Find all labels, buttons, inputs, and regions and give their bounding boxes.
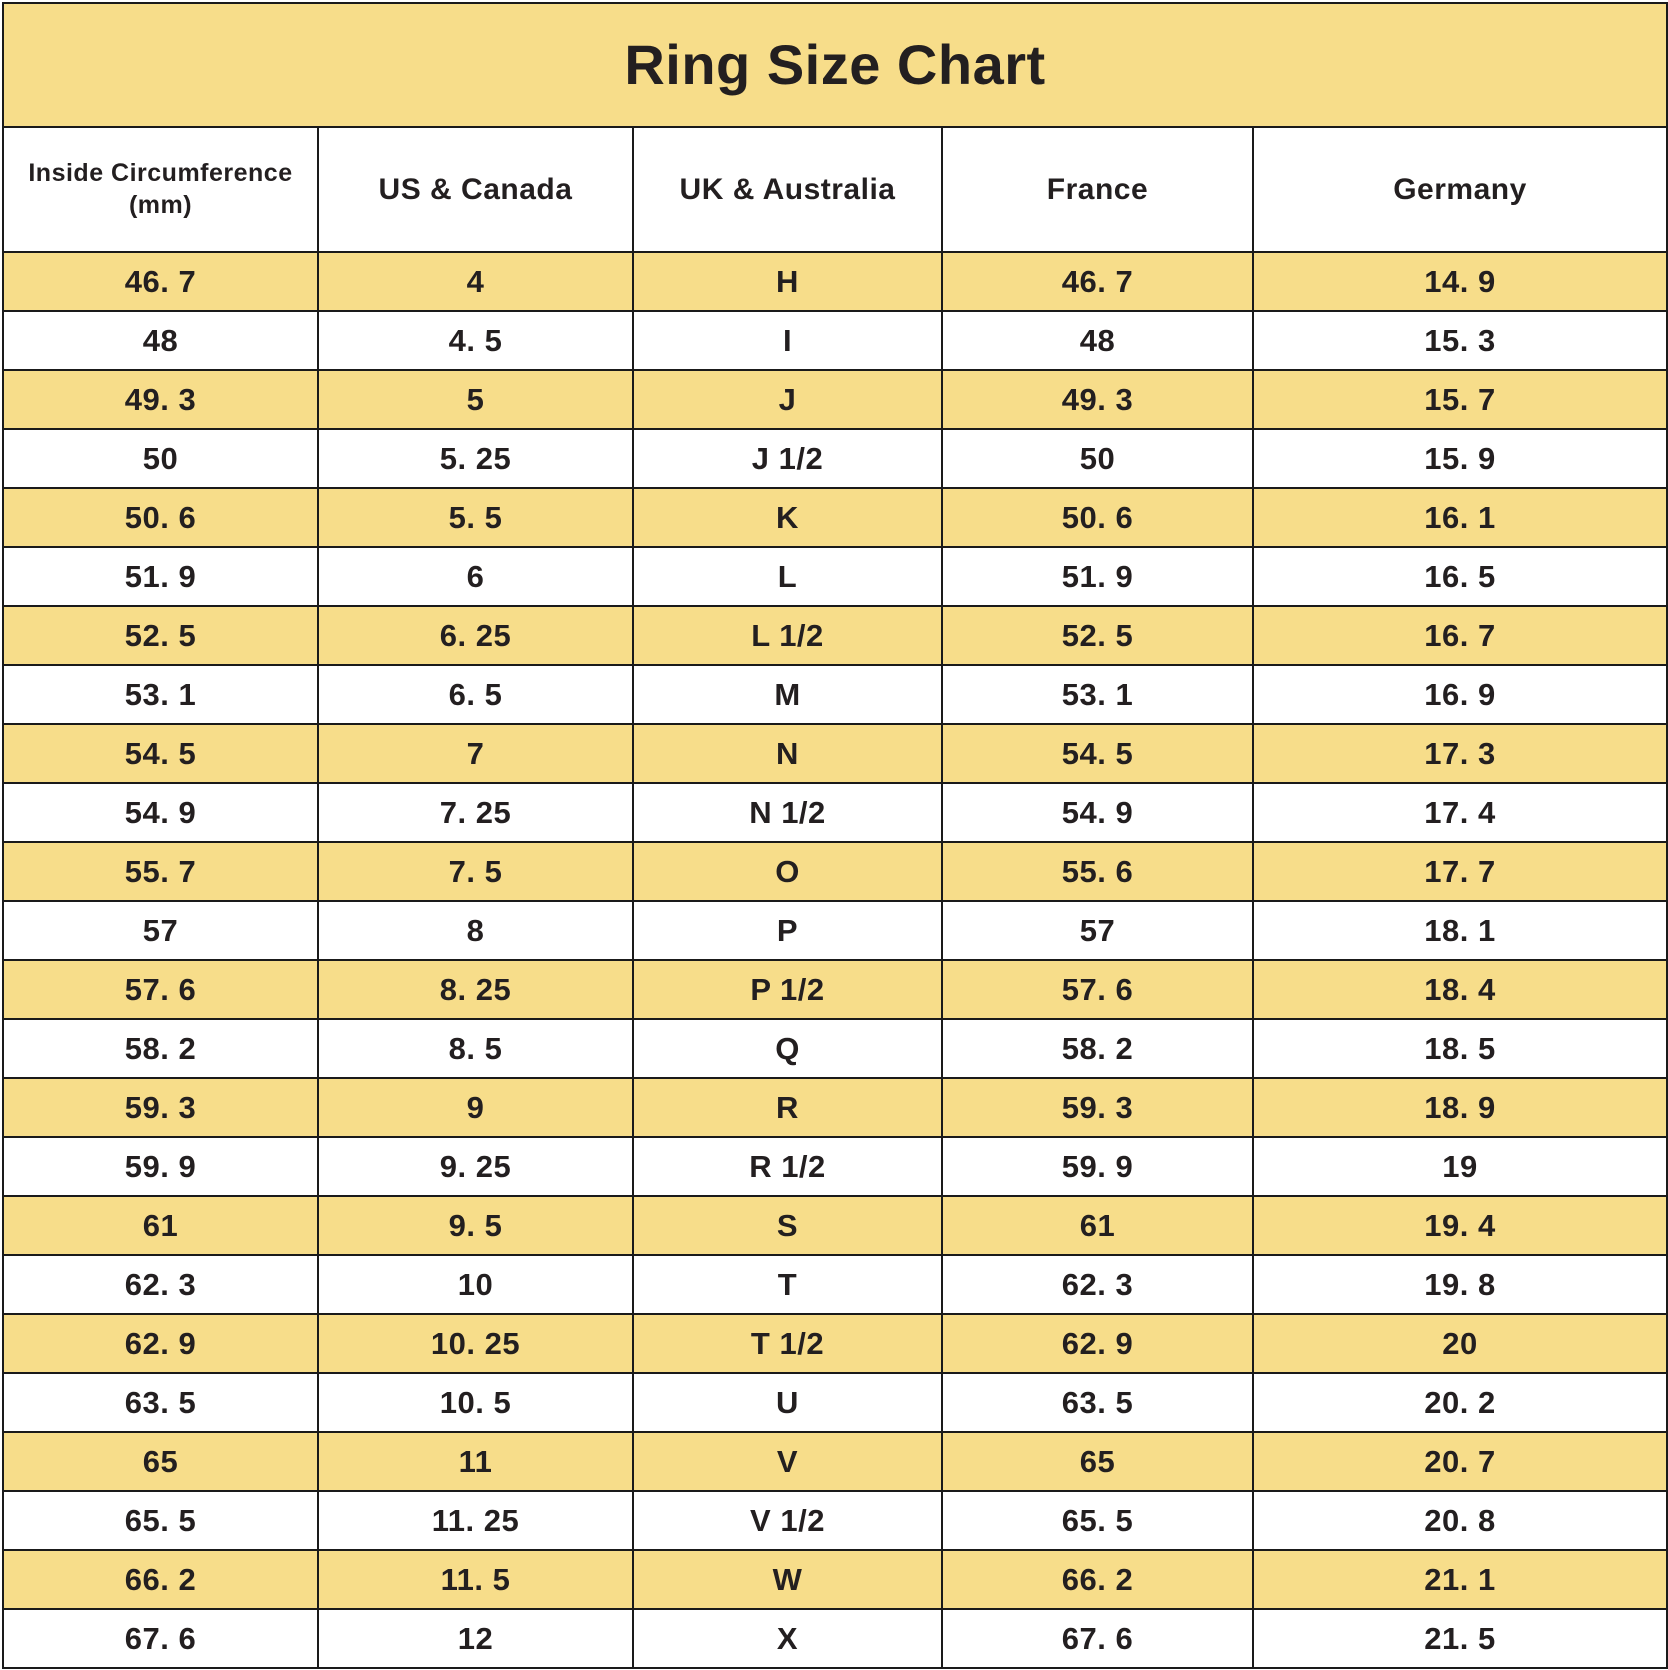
title-row — [3, 3, 1667, 127]
cell-uk-australia: R — [633, 1078, 942, 1137]
cell-uk-australia: N 1/2 — [633, 783, 942, 842]
cell-france: 54. 9 — [942, 783, 1253, 842]
cell-circumference: 61 — [3, 1196, 318, 1255]
cell-germany: 16. 7 — [1253, 606, 1667, 665]
cell-france: 65 — [942, 1432, 1253, 1491]
column-header-us-canada: US & Canada — [318, 127, 633, 252]
cell-france: 46. 7 — [942, 252, 1253, 311]
cell-circumference: 65. 5 — [3, 1491, 318, 1550]
table-row — [3, 1432, 1667, 1491]
cell-circumference: 62. 3 — [3, 1255, 318, 1314]
cell-germany: 19. 8 — [1253, 1255, 1667, 1314]
cell-france: 50. 6 — [942, 488, 1253, 547]
cell-germany: 16. 1 — [1253, 488, 1667, 547]
cell-us-canada: 7. 25 — [318, 783, 633, 842]
cell-france: 66. 2 — [942, 1550, 1253, 1609]
cell-us-canada: 4. 5 — [318, 311, 633, 370]
cell-circumference: 46. 7 — [3, 252, 318, 311]
cell-france: 59. 9 — [942, 1137, 1253, 1196]
cell-france: 57. 6 — [942, 960, 1253, 1019]
cell-uk-australia: O — [633, 842, 942, 901]
cell-uk-australia: R 1/2 — [633, 1137, 942, 1196]
column-header-uk-australia: UK & Australia — [633, 127, 942, 252]
column-header-france: France — [942, 127, 1253, 252]
cell-france: 58. 2 — [942, 1019, 1253, 1078]
cell-germany: 17. 7 — [1253, 842, 1667, 901]
cell-us-canada: 10. 5 — [318, 1373, 633, 1432]
cell-us-canada: 8 — [318, 901, 633, 960]
cell-circumference: 59. 3 — [3, 1078, 318, 1137]
cell-uk-australia: Q — [633, 1019, 942, 1078]
cell-uk-australia: L 1/2 — [633, 606, 942, 665]
cell-circumference: 54. 9 — [3, 783, 318, 842]
cell-germany: 15. 7 — [1253, 370, 1667, 429]
cell-france: 65. 5 — [942, 1491, 1253, 1550]
cell-circumference: 49. 3 — [3, 370, 318, 429]
table-row — [3, 252, 1667, 311]
cell-circumference: 50. 6 — [3, 488, 318, 547]
table-row — [3, 547, 1667, 606]
cell-france: 57 — [942, 901, 1253, 960]
cell-germany: 20. 7 — [1253, 1432, 1667, 1491]
cell-us-canada: 9. 25 — [318, 1137, 633, 1196]
table-row — [3, 1196, 1667, 1255]
cell-circumference: 51. 9 — [3, 547, 318, 606]
cell-us-canada: 12 — [318, 1609, 633, 1668]
cell-circumference: 58. 2 — [3, 1019, 318, 1078]
table-row — [3, 311, 1667, 370]
cell-uk-australia: M — [633, 665, 942, 724]
cell-circumference: 62. 9 — [3, 1314, 318, 1373]
table-row — [3, 724, 1667, 783]
cell-circumference: 53. 1 — [3, 665, 318, 724]
table-row — [3, 606, 1667, 665]
cell-circumference: 57. 6 — [3, 960, 318, 1019]
table-row — [3, 665, 1667, 724]
cell-germany: 19. 4 — [1253, 1196, 1667, 1255]
cell-circumference: 65 — [3, 1432, 318, 1491]
cell-circumference: 52. 5 — [3, 606, 318, 665]
cell-circumference: 48 — [3, 311, 318, 370]
table-row — [3, 1078, 1667, 1137]
column-header-inside-circumference: Inside Circumference (mm) — [3, 127, 318, 252]
cell-uk-australia: U — [633, 1373, 942, 1432]
table-row — [3, 901, 1667, 960]
cell-us-canada: 6. 5 — [318, 665, 633, 724]
cell-uk-australia: P — [633, 901, 942, 960]
cell-france: 62. 9 — [942, 1314, 1253, 1373]
cell-france: 67. 6 — [942, 1609, 1253, 1668]
header-row — [3, 127, 1667, 252]
cell-germany: 14. 9 — [1253, 252, 1667, 311]
cell-france: 62. 3 — [942, 1255, 1253, 1314]
table-row — [3, 960, 1667, 1019]
table-row — [3, 429, 1667, 488]
table-row — [3, 370, 1667, 429]
cell-germany: 15. 9 — [1253, 429, 1667, 488]
cell-uk-australia: I — [633, 311, 942, 370]
cell-france: 59. 3 — [942, 1078, 1253, 1137]
cell-germany: 18. 5 — [1253, 1019, 1667, 1078]
cell-france: 55. 6 — [942, 842, 1253, 901]
cell-circumference: 63. 5 — [3, 1373, 318, 1432]
cell-germany: 17. 3 — [1253, 724, 1667, 783]
cell-germany: 20 — [1253, 1314, 1667, 1373]
cell-france: 61 — [942, 1196, 1253, 1255]
cell-uk-australia: J 1/2 — [633, 429, 942, 488]
cell-us-canada: 8. 5 — [318, 1019, 633, 1078]
cell-circumference: 66. 2 — [3, 1550, 318, 1609]
cell-us-canada: 7 — [318, 724, 633, 783]
cell-france: 54. 5 — [942, 724, 1253, 783]
table-row — [3, 1137, 1667, 1196]
cell-circumference: 67. 6 — [3, 1609, 318, 1668]
cell-france: 49. 3 — [942, 370, 1253, 429]
cell-circumference: 54. 5 — [3, 724, 318, 783]
cell-us-canada: 4 — [318, 252, 633, 311]
cell-germany: 21. 5 — [1253, 1609, 1667, 1668]
cell-germany: 20. 8 — [1253, 1491, 1667, 1550]
table-row — [3, 1255, 1667, 1314]
table-row — [3, 1491, 1667, 1550]
cell-france: 50 — [942, 429, 1253, 488]
table-row — [3, 842, 1667, 901]
table-row — [3, 1019, 1667, 1078]
cell-us-canada: 10 — [318, 1255, 633, 1314]
page-title: Ring Size Chart — [3, 3, 1667, 127]
cell-uk-australia: X — [633, 1609, 942, 1668]
column-header-germany: Germany — [1253, 127, 1667, 252]
cell-france: 63. 5 — [942, 1373, 1253, 1432]
cell-germany: 19 — [1253, 1137, 1667, 1196]
cell-circumference: 59. 9 — [3, 1137, 318, 1196]
cell-germany: 17. 4 — [1253, 783, 1667, 842]
cell-us-canada: 5. 25 — [318, 429, 633, 488]
table-row — [3, 1550, 1667, 1609]
cell-germany: 18. 9 — [1253, 1078, 1667, 1137]
table-row — [3, 1373, 1667, 1432]
cell-uk-australia: H — [633, 252, 942, 311]
cell-uk-australia: T — [633, 1255, 942, 1314]
cell-uk-australia: J — [633, 370, 942, 429]
cell-us-canada: 6 — [318, 547, 633, 606]
cell-us-canada: 6. 25 — [318, 606, 633, 665]
cell-uk-australia: K — [633, 488, 942, 547]
ring-size-table — [2, 2, 1668, 1669]
cell-uk-australia: S — [633, 1196, 942, 1255]
cell-us-canada: 9. 5 — [318, 1196, 633, 1255]
cell-germany: 16. 9 — [1253, 665, 1667, 724]
cell-circumference: 50 — [3, 429, 318, 488]
table-row — [3, 783, 1667, 842]
table-row — [3, 1609, 1667, 1668]
cell-france: 53. 1 — [942, 665, 1253, 724]
cell-us-canada: 7. 5 — [318, 842, 633, 901]
cell-uk-australia: V — [633, 1432, 942, 1491]
cell-us-canada: 11. 5 — [318, 1550, 633, 1609]
cell-us-canada: 9 — [318, 1078, 633, 1137]
cell-us-canada: 5. 5 — [318, 488, 633, 547]
cell-uk-australia: L — [633, 547, 942, 606]
cell-uk-australia: T 1/2 — [633, 1314, 942, 1373]
ring-size-chart — [0, 2, 1668, 1670]
cell-circumference: 57 — [3, 901, 318, 960]
cell-france: 52. 5 — [942, 606, 1253, 665]
table-row — [3, 1314, 1667, 1373]
cell-france: 48 — [942, 311, 1253, 370]
cell-germany: 16. 5 — [1253, 547, 1667, 606]
cell-germany: 18. 4 — [1253, 960, 1667, 1019]
cell-germany: 21. 1 — [1253, 1550, 1667, 1609]
cell-us-canada: 8. 25 — [318, 960, 633, 1019]
cell-uk-australia: N — [633, 724, 942, 783]
cell-us-canada: 11 — [318, 1432, 633, 1491]
cell-france: 51. 9 — [942, 547, 1253, 606]
cell-uk-australia: P 1/2 — [633, 960, 942, 1019]
cell-uk-australia: V 1/2 — [633, 1491, 942, 1550]
cell-uk-australia: W — [633, 1550, 942, 1609]
table-row — [3, 488, 1667, 547]
cell-circumference: 55. 7 — [3, 842, 318, 901]
cell-us-canada: 11. 25 — [318, 1491, 633, 1550]
cell-us-canada: 10. 25 — [318, 1314, 633, 1373]
cell-germany: 20. 2 — [1253, 1373, 1667, 1432]
cell-germany: 18. 1 — [1253, 901, 1667, 960]
cell-us-canada: 5 — [318, 370, 633, 429]
cell-germany: 15. 3 — [1253, 311, 1667, 370]
